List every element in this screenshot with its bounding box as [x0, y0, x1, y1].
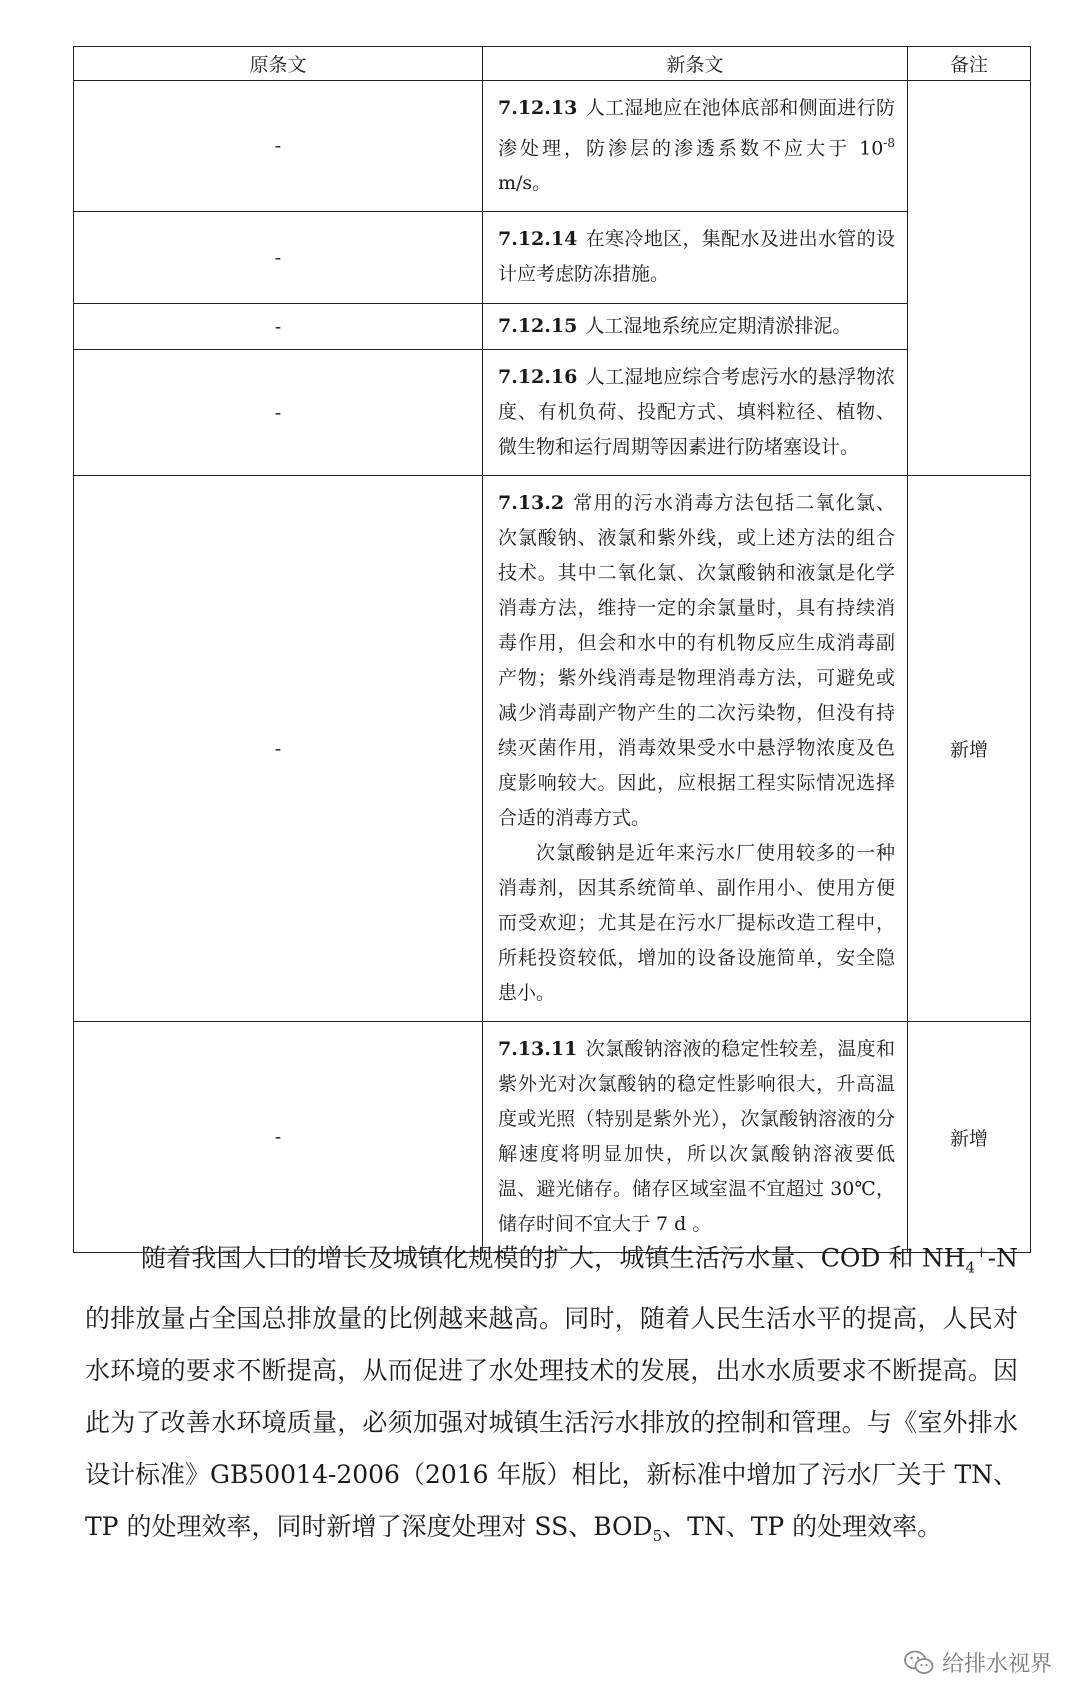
- clause-text: 常用的污水消毒方法包括二氧化氯、次氯酸钠、液氯和紫外线，或上述方法的组合技术。其中二氧化氯、次氯酸钠和液氯是化学消毒方法，维持一定的余氯量时，具有持续消毒作用，但会和水中的有机物反应生成消毒副产物；紫外线消毒是物理消毒方法，可避免或减少消毒副产物产生的二次污染物，但没有持续灭菌作用，消毒效果受水中悬浮物浓度及色度影响较大。因此，应根据工程实际情况选择合适的消毒方式。: [498, 492, 895, 830]
- clause-number: 7.13.2: [498, 492, 565, 515]
- paragraph-text: 、TN、TP 的处理效率。: [662, 1512, 943, 1542]
- note-cell: 新增: [908, 476, 1031, 1022]
- subscript: 5: [652, 1527, 663, 1546]
- original-cell: -: [74, 81, 483, 212]
- table-row: [74, 304, 1031, 350]
- table-row: [74, 476, 1031, 1022]
- clause-text: 在寒冷地区，集配水及进出水管的设计应考虑防冻措施。: [498, 228, 895, 286]
- original-cell: -: [74, 350, 483, 476]
- superscript: +: [975, 1243, 988, 1261]
- clause-text-unit: m/s。: [498, 172, 552, 195]
- paragraph-text: 随着我国人口的增长及城镇化规模的扩大，城镇生活污水量、COD 和 NH: [141, 1243, 966, 1273]
- clause-number: 7.12.16: [498, 366, 578, 389]
- header-note: 备注: [908, 47, 1031, 81]
- clause-number: 7.13.11: [498, 1038, 578, 1061]
- revision-table: [73, 46, 1031, 1253]
- body-paragraph: [85, 1226, 1018, 1562]
- paragraph-text: -N 的排放量占全国总排放量的比例越来越高。同时，随着人民生活水平的提高，人民对水环境的要求不断提高，从而促进了水处理技术的发展，出水水质要求不断提高。因此为了改善水环境质量，必须加强对城镇生活污水排放的控制和管理。与《室外排水设计标准》GB50014-2006（2016 年版）相比，新标准中增加了污水厂关于 TN、TP 的处理效率，同时新增了深度处理对 SS、BOD: [85, 1243, 1019, 1542]
- header-new: 新条文: [483, 47, 908, 81]
- new-clause-cell: [483, 81, 908, 212]
- wechat-icon: [904, 1650, 934, 1676]
- new-clause-cell: [483, 1022, 908, 1253]
- table-row: [74, 350, 1031, 476]
- original-cell: -: [74, 1022, 483, 1253]
- clause-number: 7.12.14: [498, 228, 578, 251]
- original-cell: -: [74, 304, 483, 350]
- clause-text: 人工湿地应在池体底部和侧面进行防渗处理，防渗层的渗透系数不应大于 10: [498, 97, 895, 160]
- clause-text: 人工湿地应综合考虑污水的悬浮物浓度、有机负荷、投配方式、填料粒径、植物、微生物和运行周期等因素进行防堵塞设计。: [498, 366, 895, 459]
- clause-number: 7.12.15: [498, 315, 578, 338]
- clause-text: 人工湿地系统应定期清淤排泥。: [585, 315, 852, 338]
- table-row: [74, 212, 1031, 304]
- new-clause-cell: [483, 212, 908, 304]
- original-cell: -: [74, 476, 483, 1022]
- table-row: [74, 1022, 1031, 1253]
- header-original: 原条文: [74, 47, 483, 81]
- subscript: 4: [965, 1258, 976, 1277]
- table-header-row: [74, 47, 1031, 81]
- watermark: [904, 1647, 1052, 1678]
- clause-text-2: 次氯酸钠是近年来污水厂使用较多的一种消毒剂，因其系统简单、副作用小、使用方便而受欢迎；尤其是在污水厂提标改造工程中，所耗投资较低，增加的设备设施简单，安全隐患小。: [498, 842, 895, 1005]
- clause-text: 次氯酸钠溶液的稳定性较差，温度和紫外光对次氯酸钠的稳定性影响很大，升高温度或光照（特别是紫外光），次氯酸钠溶液的分解速度将明显加快，所以次氯酸钠溶液要低温、避光储存。储存区域室温不宜超过 30℃，储存时间不宜大于 7 d 。: [498, 1038, 895, 1236]
- note-cell: [908, 81, 1031, 476]
- exponent: -8: [883, 136, 895, 150]
- clause-number: 7.12.13: [498, 97, 578, 119]
- new-clause-cell: [483, 304, 908, 350]
- original-cell: -: [74, 212, 483, 304]
- note-cell: 新增: [908, 1022, 1031, 1253]
- new-clause-cell: [483, 476, 908, 1022]
- table-row: [74, 81, 1031, 212]
- new-clause-cell: [483, 350, 908, 476]
- watermark-text: 给排水视界: [941, 1652, 1052, 1677]
